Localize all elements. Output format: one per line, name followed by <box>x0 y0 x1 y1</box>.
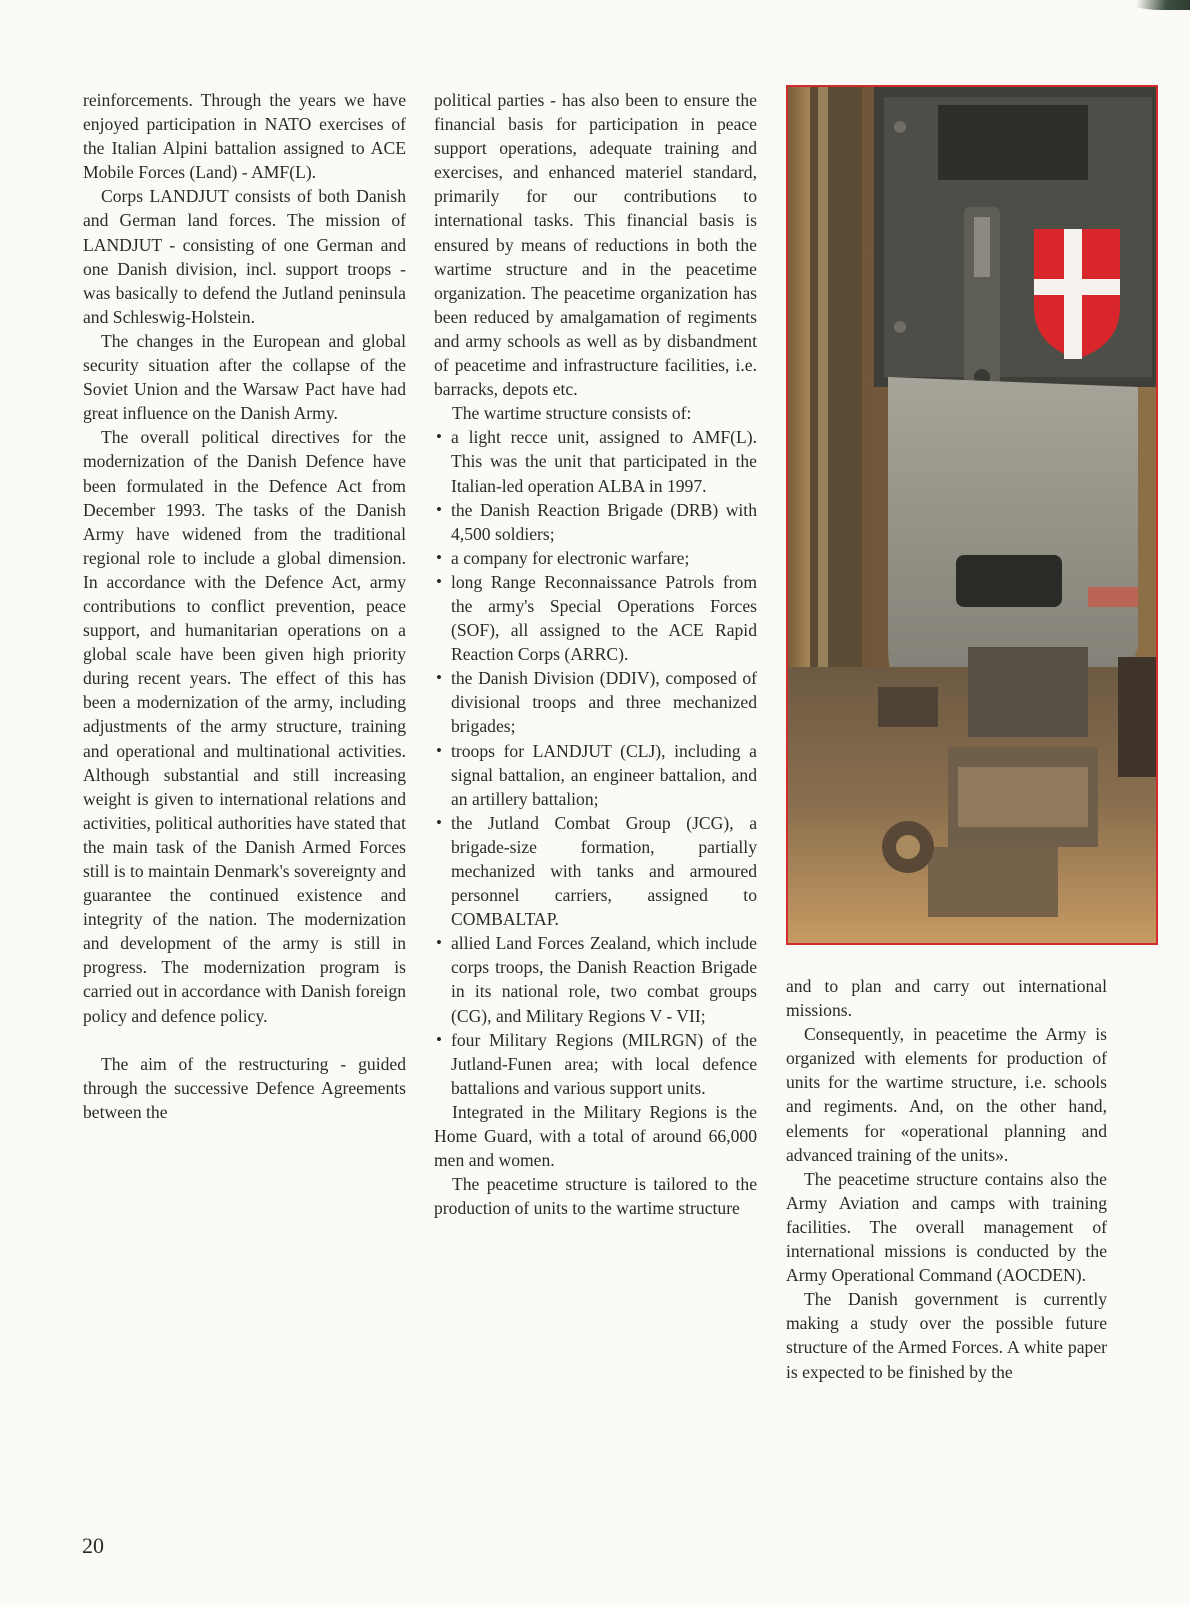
paragraph: The peacetime structure is tailored to the production of units to the wartime structure <box>434 1174 757 1219</box>
list-item: • a company for electronic warfare; <box>434 546 757 570</box>
list-intro: The wartime structure consists of: <box>452 403 692 424</box>
paragraph: The overall political directives for the modernization of the Danish Defence have been formulated in the Defence Act from December 1993. The tasks of the Danish Army have widened from the traditional regional role to include a global dimension. In accordance with the Defence Act, army contributions to conflict prevention, peace support, and humanitarian operations on a global scale have been given high priority during recent years. The effect of this has been a modernization of the army, including adjustments of the army structure, training and operational and multinational activities. Although substantial and still increasing weight is given to international relations and activities, political authorities have stated that the main task of the Danish Armed Forces still is to maintain Denmark's sovereignty and guarantee the continued existence and integrity of the nation. The modernization and development of the army is still in progress. The modernization program is carried out in accordance with Danish foreign policy and defence policy. <box>83 427 406 1026</box>
list-item: • a light recce unit, assigned to AMF(L). This was the unit that participated in the Italian-led operation ALBA in 1997. <box>434 425 757 497</box>
list-item: • four Military Regions (MILRGN) of the Jutland-Funen area; with local defence battalions and various support units. <box>434 1028 757 1100</box>
list-item: • troops for LANDJUT (CLJ), including a signal battalion, an engineer battalion, and an artillery battalion; <box>434 739 757 811</box>
text-column-2 <box>434 88 757 1220</box>
paragraph: and to plan and carry out international missions. <box>786 976 1107 1021</box>
list-item: • the Jutland Combat Group (JCG), a brigade-size formation, partially mechanized with tanks and armoured personnel carriers, assigned to COMBALTAP. <box>434 811 757 931</box>
paragraph: The Danish government is currently making a study over the possible future structure of the Armed Forces. A white paper is expected to be finished by the <box>786 1289 1107 1382</box>
paragraph: The peacetime structure contains also the Army Aviation and camps with training facilities. The overall management of international missions is conducted by the Army Operational Command (AOCDEN). <box>786 1168 1107 1286</box>
vehicle-photo <box>786 85 1158 945</box>
paragraph: reinforcements. Through the years we have enjoyed participation in NATO exercises of the Italian Alpini battalion assigned to ACE Mobile Forces (Land) - AMF(L). <box>83 90 406 183</box>
list-item: • the Danish Reaction Brigade (DRB) with 4,500 soldiers; <box>434 498 757 546</box>
paragraph: Consequently, in peacetime the Army is organized with elements for production of units for the wartime structure, i.e. schools and regiments. And, on the other hand, elements for «operational planning and advanced training of the units». <box>786 1024 1107 1165</box>
paragraph: The aim of the restructuring - guided through the successive Defence Agreements between the <box>83 1053 406 1122</box>
paragraph: Integrated in the Military Regions is the Home Guard, with a total of around 66,000 men and women. <box>434 1101 757 1171</box>
list-item: • long Range Reconnaissance Patrols from the army's Special Operations Forces (SOF), all assigned to the ACE Rapid Reaction Corps (ARRC). <box>434 570 757 666</box>
page-number: 20 <box>82 1533 104 1558</box>
text-column-3 <box>786 974 1107 1384</box>
paragraph: political parties - has also been to ensure the financial basis for participation in peace support operations, adequate training and exercises, and enhanced materiel standard, primarily for our contributions to international tasks. This financial basis is ensured by means of reductions in both the wartime structure and in the peacetime organization. The peacetime organization has been reduced by amalgamation of regiments and army schools as well as by disbandment of peacetime and infrastructure facilities, i.e. barracks, depots etc. <box>434 90 757 400</box>
list-item: • the Danish Division (DDIV), composed of divisional troops and three mechanized brigades; <box>434 666 757 738</box>
list-item: • allied Land Forces Zealand, which include corps troops, the Danish Reaction Brigade in its national role, two combat groups (CG), and Military Regions V - VII; <box>434 931 757 1027</box>
corner-smudge <box>1130 0 1190 10</box>
paragraph: Corps LANDJUT consists of both Danish and German land forces. The mission of LANDJUT - consisting of one German and one Danish division, incl. support troops - was basically to defend the Jutland peninsula and Schleswig-Holstein. <box>83 186 406 327</box>
text-column-1 <box>83 88 406 1124</box>
paragraph: The changes in the European and global security situation after the collapse of the Soviet Union and the Warsaw Pact have had great influence on the Danish Army. <box>83 330 406 424</box>
wartime-structure-list <box>434 425 757 1100</box>
